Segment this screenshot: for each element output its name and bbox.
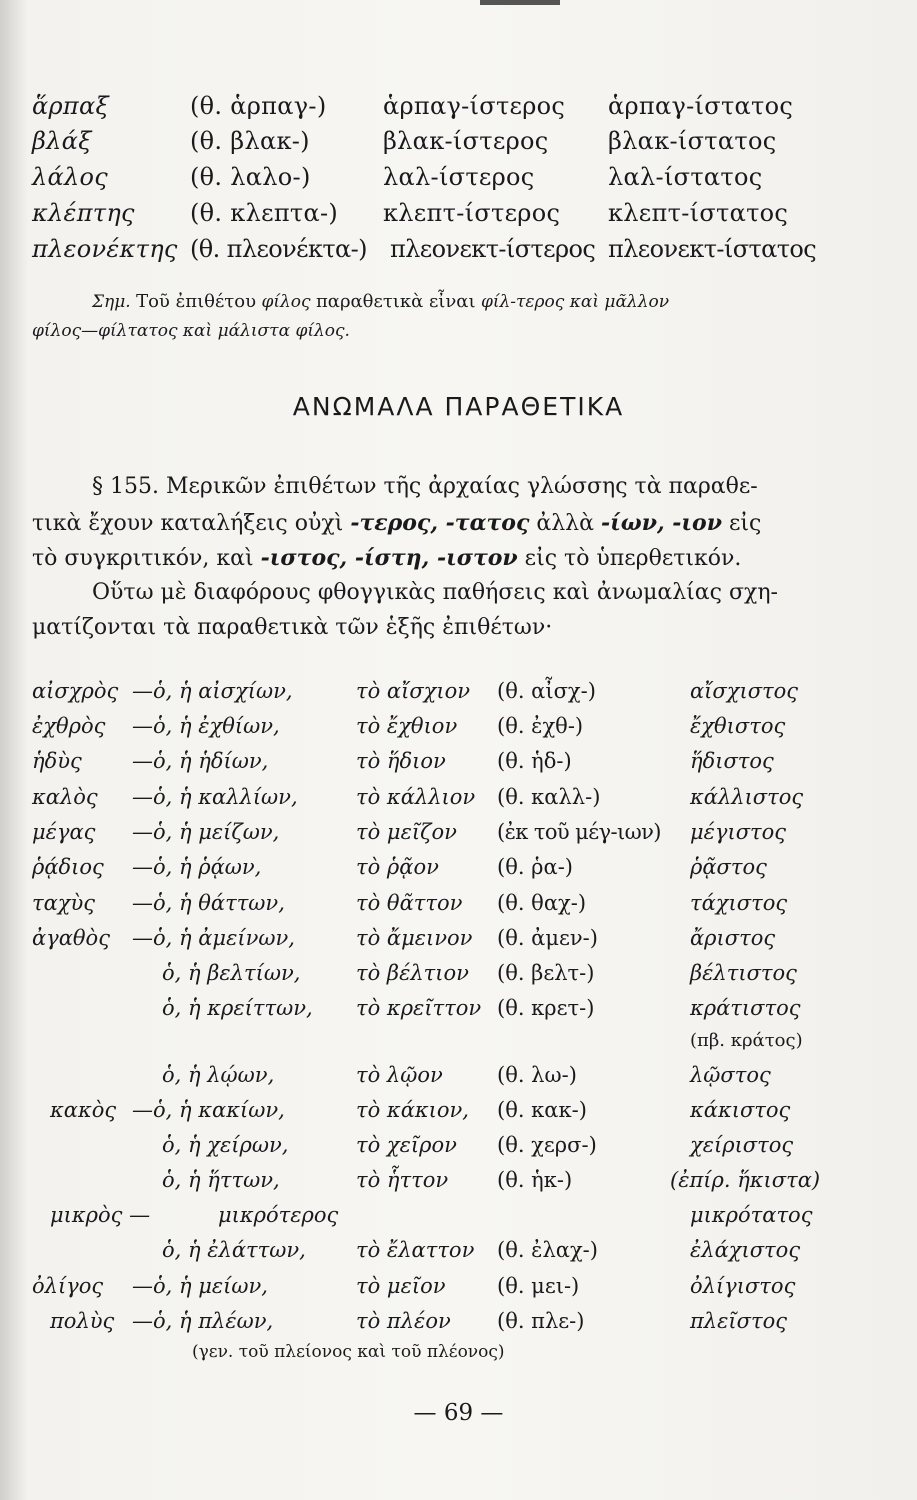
stem: (θ. κλεπτα-) — [190, 199, 339, 227]
superlative-form: πλεῖστος — [690, 1309, 787, 1333]
stem-form: (θ. κακ-) — [497, 1098, 587, 1122]
neuter-form: τὸ ἄμεινον — [356, 926, 473, 950]
adjective: βλάξ — [32, 127, 92, 155]
stem-form: (θ. ἐχθ-) — [497, 714, 584, 738]
superlative-form: ἐλάχιστος — [690, 1238, 801, 1262]
neuter-form: τὸ ἥδιον — [356, 749, 446, 773]
superlative: ἁρπαγ-ίστατος — [608, 92, 794, 120]
comparative-form: —ὁ, ἡ θάττων, — [132, 891, 285, 915]
comparative-form: —ὁ, ἡ ἡδίων, — [132, 749, 269, 773]
comparative-form: —ὁ, ἡ ἀμείνων, — [132, 926, 295, 950]
stem-form: (θ. βελτ-) — [497, 961, 595, 985]
neuter-form: τὸ ῥᾷον — [356, 855, 439, 879]
neuter-form: τὸ πλέον — [356, 1309, 451, 1333]
neuter-form: τὸ χεῖρον — [356, 1133, 457, 1157]
positive-form: πολὺς — [50, 1309, 115, 1333]
positive-form: κακὸς — [50, 1098, 117, 1122]
comparative-form: —ὁ, ἡ κακίων, — [132, 1098, 285, 1122]
positive-form: ῥᾴδιος — [32, 855, 104, 879]
stem-form: (θ. μει-) — [497, 1274, 580, 1298]
comparative: ἁρπαγ-ίστερος — [383, 92, 566, 120]
stem-form: (θ. ῥα-) — [497, 855, 574, 879]
comparative-form: —ὁ, ἡ μείων, — [132, 1274, 268, 1298]
stem-form: (θ. καλλ-) — [497, 785, 601, 809]
comparative-form: ὁ, ἡ βελτίων, — [162, 961, 301, 985]
note-line-1 — [92, 291, 669, 312]
positive-form: ταχὺς — [32, 891, 96, 915]
superlative-form: ῥᾷστος — [690, 855, 767, 879]
superlative-form: αἴσχιστος — [690, 679, 799, 703]
superlative-form: ἥδιστος — [690, 749, 774, 773]
superlative-form: ἄριστος — [690, 926, 776, 950]
superlative-form: (ἐπίρ. ἥκιστα) — [670, 1168, 821, 1192]
superlative-form: μέγιστος — [690, 820, 787, 844]
neuter-form: τὸ κάλλιον — [356, 785, 476, 809]
stem: (θ. ἁρπαγ-) — [190, 92, 327, 120]
stem-form: (θ. χερσ-) — [497, 1133, 597, 1157]
page-edge-mark — [480, 0, 560, 5]
neuter-form: τὸ λῷον — [356, 1063, 443, 1087]
comparative-form: —ὁ, ἡ ῥᾴων, — [132, 855, 262, 879]
neuter-form: τὸ αἴσχιον — [356, 679, 471, 703]
superlative: λαλ-ίστατος — [608, 163, 763, 191]
superlative-form: χείριστος — [690, 1133, 794, 1157]
paragraph-line: ματίζονται τὰ παραθετικὰ τῶν ἑξῆς ἐπιθέτων· — [32, 615, 553, 640]
superlative: βλακ-ίστατος — [608, 127, 777, 155]
footnote-genitive: (γεν. τοῦ πλείονος καὶ τοῦ πλέονος) — [192, 1342, 505, 1362]
superlative-form: (πβ. κράτος) — [690, 1030, 803, 1051]
stem-form: (ἐκ τοῦ μέγ-ιων) — [497, 820, 661, 844]
positive-form: καλὸς — [32, 785, 98, 809]
comparative-form: ὁ, ἡ λῴων, — [162, 1063, 275, 1087]
adjective: κλέπτης — [32, 199, 135, 227]
note-word: φίλος — [261, 292, 311, 312]
comparative-form: —ὁ, ἡ ἐχθίων, — [132, 714, 280, 738]
superlative-form: λῷστος — [690, 1063, 771, 1087]
comparative: πλεονεκτ-ίστερος — [390, 235, 596, 263]
paragraph-line: § 155. Μερικῶν ἐπιθέτων τῆς ἀρχαίας γλώσσης τὰ παραθε- — [92, 474, 758, 499]
adjective: πλεονέκτης — [32, 235, 178, 263]
stem-form: (θ. θαχ-) — [497, 891, 587, 915]
note-label: Σημ. — [92, 292, 131, 312]
superlative-form: βέλτιστος — [690, 961, 797, 985]
comparative: λαλ-ίστερος — [383, 163, 535, 191]
stem-form: (θ. λω-) — [497, 1063, 577, 1087]
neuter-form: τὸ ἔλαττον — [356, 1238, 475, 1262]
positive-form: μικρὸς — — [50, 1203, 151, 1227]
stem: (θ. βλακ-) — [190, 127, 310, 155]
paragraph-line: τὸ συγκριτικόν, καὶ -ιστος, -ίστη, -ιστον εἰς τὸ ὑπερθετικόν. — [32, 545, 742, 571]
comparative-form: μικρότερος — [218, 1203, 339, 1227]
note-text: Τοῦ ἐπιθέτου — [136, 291, 257, 312]
note-word: φίλ-τερος καὶ μᾶλλον — [480, 292, 670, 312]
positive-form: ὀλίγος — [32, 1274, 104, 1298]
stem-form: (θ. πλε-) — [497, 1309, 585, 1333]
positive-form: μέγας — [32, 820, 96, 844]
stem-form: (θ. ἀμεν-) — [497, 926, 598, 950]
stem: (θ. λαλο-) — [190, 163, 311, 191]
section-heading: ΑΝΩΜΑΛΑ ΠΑΡΑΘΕΤΙΚΑ — [292, 392, 625, 421]
positive-form: ἀγαθὸς — [32, 926, 110, 950]
stem-form: (θ. ἡδ-) — [497, 749, 572, 773]
superlative-form: κάκιστος — [690, 1098, 791, 1122]
neuter-form: τὸ ἧττον — [356, 1168, 449, 1192]
paragraph-line: Οὕτω μὲ διαφόρους φθογγικὰς παθήσεις καὶ ἀνωμαλίας σχη- — [92, 580, 778, 605]
note-text: παραθετικὰ εἶναι — [315, 291, 476, 312]
superlative: κλεπτ-ίστατος — [608, 199, 789, 227]
comparative-form: ὁ, ἡ χείρων, — [162, 1133, 289, 1157]
comparative-form: —ὁ, ἡ καλλίων, — [132, 785, 298, 809]
neuter-form: τὸ μεῖον — [356, 1274, 446, 1298]
neuter-form: τὸ θᾶττον — [356, 891, 463, 915]
neuter-form: τὸ βέλτιον — [356, 961, 469, 985]
page-number: — 69 — — [413, 1400, 504, 1426]
stem-form: (θ. αἶσχ-) — [497, 679, 596, 703]
comparative-form: —ὁ, ἡ πλέων, — [132, 1309, 274, 1333]
comparative-form: —ὁ, ἡ μείζων, — [132, 820, 280, 844]
superlative-form: τάχιστος — [690, 891, 788, 915]
positive-form: ἐχθρὸς — [32, 714, 106, 738]
superlative-form: κράτιστος — [690, 996, 801, 1020]
adjective: λάλος — [32, 163, 109, 191]
neuter-form: τὸ κρεῖττον — [356, 996, 482, 1020]
comparative-form: ὁ, ἡ ἥττων, — [162, 1168, 280, 1192]
superlative-form: μικρότατος — [690, 1203, 813, 1227]
neuter-form: τὸ κάκιον, — [356, 1098, 469, 1122]
stem: (θ. πλεονέκτα-) — [190, 235, 367, 263]
neuter-form: τὸ μεῖζον — [356, 820, 457, 844]
superlative-form: ἔχθιστος — [690, 714, 786, 738]
superlative: πλεονεκτ-ίστατος — [608, 235, 817, 263]
neuter-form: τὸ ἔχθιον — [356, 714, 458, 738]
superlative-form: κάλλιστος — [690, 785, 804, 809]
stem-form: (θ. κρετ-) — [497, 996, 595, 1020]
comparative: βλακ-ίστερος — [383, 127, 549, 155]
comparative-form: ὁ, ἡ ἐλάττων, — [162, 1238, 306, 1262]
superlative-form: ὀλίγιστος — [690, 1274, 796, 1298]
positive-form: αἰσχρὸς — [32, 679, 119, 703]
adjective: ἅρπαξ — [32, 92, 110, 120]
stem-form: (θ. ἡκ-) — [497, 1168, 573, 1192]
note-line-2: φίλος—φίλτατος καὶ μάλιστα φίλος. — [32, 321, 350, 341]
paragraph-line: τικὰ ἔχουν καταλήξεις οὐχὶ -τερος, -τατος ἀλλὰ -ίων, -ιον εἰς — [32, 510, 762, 536]
comparative-form: —ὁ, ἡ αἰσχίων, — [132, 679, 293, 703]
stem-form: (θ. ἐλαχ-) — [497, 1238, 598, 1262]
positive-form: ἡδὺς — [32, 749, 82, 773]
comparative: κλεπτ-ίστερος — [383, 199, 561, 227]
comparative-form: ὁ, ἡ κρείττων, — [162, 996, 313, 1020]
